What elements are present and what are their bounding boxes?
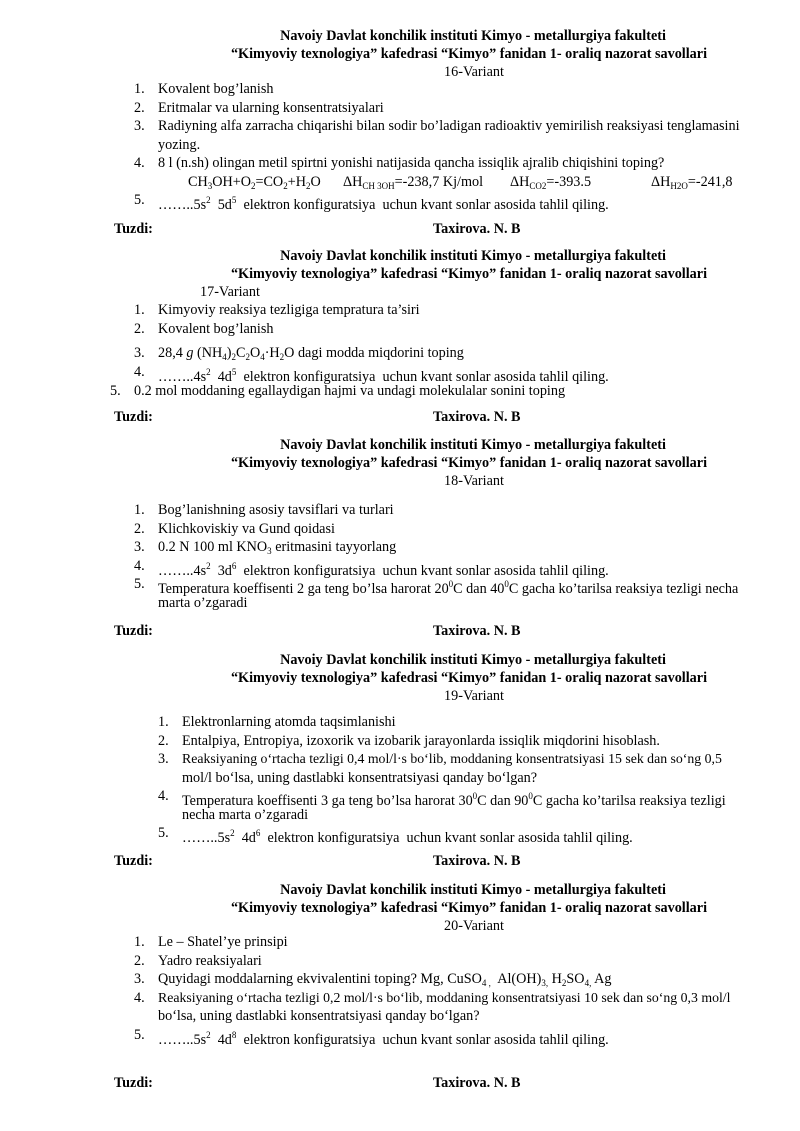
question-number: 1. bbox=[134, 81, 145, 97]
compiled-by-label: Tuzdi: bbox=[114, 623, 153, 639]
author-name: Taxirova. N. B bbox=[433, 409, 521, 425]
question-item bbox=[0, 750, 800, 769]
question-text-continued: bo‘lsa, uning dastlabki konsentratsiyasi qanday bo‘lgan? bbox=[158, 1008, 480, 1024]
enthalpy-h2o: $\Delta H_{H2O}=-241,8$ bbox=[651, 173, 733, 191]
question-text: Kovalent bog’lanish bbox=[158, 81, 274, 97]
question-item-continuation bbox=[0, 1007, 800, 1026]
variant-label: 17-Variant bbox=[200, 284, 260, 300]
question-item bbox=[0, 989, 800, 1008]
question-item bbox=[0, 320, 800, 339]
question-text: Quyidagi moddalarning ekvivalentini toping? Mg, CuSO$_{4 ,}$ $Al(OH)_{3,}$ $H_2SO_{4,}$ Ag bbox=[158, 971, 612, 988]
question-number: 3. bbox=[134, 118, 145, 134]
question-text: 0.2 N 100 ml $KNO_3$ eritmasini tayyorlang bbox=[158, 539, 397, 556]
question-text: Elektronlarning atomda taqsimlanishi bbox=[182, 714, 396, 730]
variant-label: 16-Variant bbox=[444, 64, 504, 80]
department-title: “Kimyoviy texnologiya” kafedrasi “Kimyo” fanidan 1- oraliq nazorat savollari bbox=[230, 900, 708, 916]
question-item bbox=[0, 501, 800, 520]
question-item bbox=[0, 557, 800, 579]
question-item bbox=[0, 732, 800, 751]
question-number: 1. bbox=[134, 502, 145, 518]
question-number: 5. bbox=[110, 383, 121, 399]
question-number: 2. bbox=[134, 952, 145, 969]
question-text: Le – Shatel’ye prinsipi bbox=[158, 934, 288, 950]
question-item-continuation bbox=[0, 806, 800, 825]
variant-20-header bbox=[0, 881, 800, 935]
question-item bbox=[0, 1026, 800, 1048]
enthalpy-methanol: $\Delta H_{CH 3OH}=-238,7$ Kj/mol bbox=[343, 173, 484, 191]
question-list-18 bbox=[0, 501, 800, 612]
question-text: 8 l (n.sh) olingan metil spirtni yonishi natijasida qancha issiqlik ajralib chiqishini toping? bbox=[158, 155, 665, 171]
question-text: Reaksiyaning o‘rtacha tezligi 0,2 mol/l·s bo‘lib, moddaning konsentratsiyasi 10 sek dan so‘ng 0,3 mol/l bbox=[158, 989, 731, 1005]
institute-title: Navoiy Davlat konchilik instituti Kimyo - metallurgiya fakulteti bbox=[280, 652, 666, 668]
question-text: $\dots\dots..5s^2$ $4d^8$ elektron konfiguratsiya uchun kvant sonlar asosida tahlil qiling. bbox=[158, 1029, 609, 1048]
question-item bbox=[0, 824, 800, 846]
combustion-equation: $CH_3OH+O_2=CO_2+H_2O$ bbox=[188, 173, 321, 191]
question-text: Yadro reaksiyalari bbox=[158, 952, 262, 969]
question-number: 5. bbox=[134, 1026, 145, 1043]
question-item bbox=[0, 99, 800, 118]
variant-17-header bbox=[0, 247, 800, 301]
question-list-17 bbox=[0, 301, 800, 401]
compiled-by-label: Tuzdi: bbox=[114, 853, 153, 869]
author-name: Taxirova. N. B bbox=[433, 221, 521, 237]
question-text: Bog’lanishning asosiy tavsiflari va turlari bbox=[158, 502, 394, 518]
question-number: 1. bbox=[158, 714, 169, 730]
question-text: $\dots\dots..4s^2$ $4d^5$ elektron konfiguratsiya uchun kvant sonlar asosida tahlil qiling. bbox=[158, 367, 609, 385]
question-list-20 bbox=[0, 933, 800, 1048]
question-number: 3. bbox=[158, 751, 169, 767]
question-item bbox=[0, 952, 800, 971]
question-item bbox=[0, 301, 800, 320]
institute-title: Navoiy Davlat konchilik instituti Kimyo - metallurgiya fakulteti bbox=[280, 437, 666, 453]
question-number: 1. bbox=[134, 934, 145, 950]
question-number: 3. bbox=[134, 539, 145, 555]
question-item bbox=[0, 154, 800, 173]
variant-label: 19-Variant bbox=[444, 688, 504, 704]
variant-18-header bbox=[0, 436, 800, 490]
question-item bbox=[0, 713, 800, 732]
question-item bbox=[0, 80, 800, 99]
author-name: Taxirova. N. B bbox=[433, 1075, 521, 1091]
question-text: Temperatura koeffisenti 3 ga teng bo’lsa harorat $30^0C$ dan $90^0C$ gacha ko’tarilsa reaksiya tezligi bbox=[182, 791, 726, 809]
question-number: 2. bbox=[134, 520, 145, 537]
question-number: 2. bbox=[134, 321, 145, 337]
question-item bbox=[0, 344, 800, 363]
question-number: 4. bbox=[134, 155, 145, 171]
question-text-continued: marta o’zgaradi bbox=[158, 594, 248, 611]
question-text: Eritmalar va ularning konsentratsiyalari bbox=[158, 99, 384, 116]
enthalpy-co2: $\Delta H_{CO2}=-393.5$ bbox=[510, 173, 592, 191]
question-text-continued: necha marta o’zgaradi bbox=[182, 806, 309, 823]
question-text: 28,4 g $(NH_4)_2C_2O_4\cdot H_2O$ dagi modda miqdorini toping bbox=[158, 345, 464, 362]
question-text: 0.2 mol moddaning egallaydigan hajmi va undagi molekulalar sonini toping bbox=[134, 383, 566, 399]
question-item bbox=[0, 787, 800, 809]
question-number: 4. bbox=[134, 989, 145, 1006]
question-text: Temperatura koeffisenti 2 ga teng bo’lsa harorat $20^0C$ dan $40^0C$ gacha ko’tarilsa reaksiya tezligi necha bbox=[158, 579, 739, 597]
question-number: 3. bbox=[134, 345, 145, 361]
institute-title: Navoiy Davlat konchilik instituti Kimyo - metallurgiya fakulteti bbox=[280, 28, 666, 44]
compiled-by-label: Tuzdi: bbox=[114, 1075, 153, 1091]
question-text: Entalpiya, Entropiya, izoxorik va izobarik jarayonlarda issiqlik miqdorini hisoblash. bbox=[182, 732, 660, 749]
question-number: 4. bbox=[134, 364, 145, 380]
institute-title: Navoiy Davlat konchilik instituti Kimyo - metallurgiya fakulteti bbox=[280, 248, 666, 264]
question-item bbox=[0, 538, 800, 557]
department-title: “Kimyoviy texnologiya” kafedrasi “Kimyo” fanidan 1- oraliq nazorat savollari bbox=[230, 266, 708, 282]
question-item bbox=[0, 363, 800, 385]
author-name: Taxirova. N. B bbox=[433, 853, 521, 869]
department-title: “Kimyoviy texnologiya” kafedrasi “Kimyo” fanidan 1- oraliq nazorat savollari bbox=[230, 455, 708, 471]
institute-title: Navoiy Davlat konchilik instituti Kimyo - metallurgiya fakulteti bbox=[280, 882, 666, 898]
question-list-16 bbox=[0, 80, 800, 213]
question-number: 5. bbox=[134, 576, 145, 592]
question-number: 5. bbox=[158, 825, 169, 841]
question-item bbox=[0, 117, 800, 136]
variant-label: 20-Variant bbox=[444, 918, 504, 934]
question-text-continued: yozing. bbox=[158, 136, 201, 153]
variant-label: 18-Variant bbox=[444, 473, 504, 489]
question-number: 2. bbox=[158, 732, 169, 749]
question-item-continuation bbox=[0, 594, 800, 613]
department-title: “Kimyoviy texnologiya” kafedrasi “Kimyo” fanidan 1- oraliq nazorat savollari bbox=[230, 670, 708, 686]
question-text: $\dots\dots..5s^2$ $4d^6$ elektron konfiguratsiya uchun kvant sonlar asosida tahlil qiling. bbox=[182, 828, 633, 846]
question-item bbox=[0, 520, 800, 539]
question-item bbox=[0, 382, 800, 401]
question-text: Reaksiyaning o‘rtacha tezligi 0,4 mol/l·s bo‘lib, moddaning konsentratsiyasi 15 sek dan so‘ng 0,5 bbox=[182, 751, 722, 766]
author-name: Taxirova. N. B bbox=[433, 623, 521, 639]
question-number: 2. bbox=[134, 99, 145, 116]
question-item-continuation bbox=[0, 769, 800, 788]
question-text: Kimyoviy reaksiya tezligiga tempratura ta’siri bbox=[158, 302, 420, 318]
question-text: $\dots\dots..5s^2$ $5d^5$ elektron konfiguratsiya uchun kvant sonlar asosida tahlil qiling. bbox=[158, 195, 609, 213]
variant-16-header bbox=[0, 27, 800, 81]
question-number: 1. bbox=[134, 302, 145, 318]
formula-line bbox=[0, 173, 800, 192]
question-text: Kovalent bog’lanish bbox=[158, 321, 274, 337]
compiled-by-label: Tuzdi: bbox=[114, 221, 153, 237]
question-number: 4. bbox=[134, 557, 145, 574]
question-item-continuation bbox=[0, 136, 800, 155]
question-item bbox=[0, 575, 800, 597]
question-text: $\dots\dots..4s^2$ $3d^6$ elektron konfiguratsiya uchun kvant sonlar asosida tahlil qiling. bbox=[158, 560, 609, 579]
question-item bbox=[0, 191, 800, 213]
question-item bbox=[0, 970, 800, 989]
question-list-19 bbox=[0, 713, 800, 846]
question-text: Radiyning alfa zarracha chiqarishi bilan sodir bo’ladigan radioaktiv yemirilish reaksiyasi tenglamasini bbox=[158, 118, 740, 134]
compiled-by-label: Tuzdi: bbox=[114, 409, 153, 425]
question-text: Klichkoviskiy va Gund qoidasi bbox=[158, 520, 335, 537]
question-item bbox=[0, 933, 800, 952]
question-number: 4. bbox=[158, 788, 169, 804]
question-number: 3. bbox=[134, 971, 145, 987]
department-title: “Kimyoviy texnologiya” kafedrasi “Kimyo” fanidan 1- oraliq nazorat savollari bbox=[230, 46, 708, 62]
question-number: 5. bbox=[134, 192, 145, 208]
question-text-continued: mol/l bo‘lsa, uning dastlabki konsentratsiyasi qanday bo‘lgan? bbox=[182, 769, 538, 786]
variant-19-header bbox=[0, 651, 800, 705]
